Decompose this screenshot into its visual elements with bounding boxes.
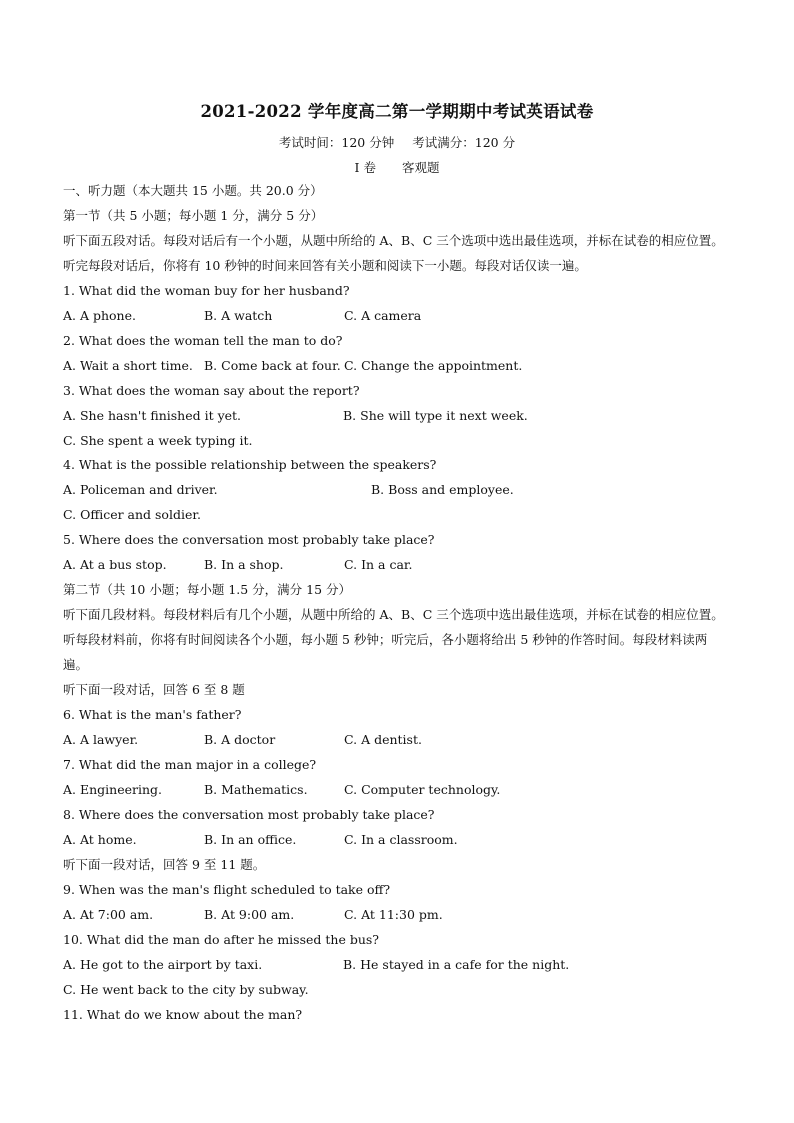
question-10: 10. What did the man do after he missed the bus? [63,932,379,947]
option-b: B. She will type it next week. [343,408,528,423]
option-b: B. Come back at four. [204,358,341,373]
question-5: 5. Where does the conversation most probably take place? [63,532,435,547]
option-a: A. At 7:00 am. [63,907,154,922]
option-a: A. At a bus stop. [63,557,167,572]
question-9: 9. When was the man's flight scheduled to take off? [63,882,391,897]
volume-label: I 卷 [354,160,376,175]
question-4: 4. What is the possible relationship between the speakers? [63,457,437,472]
volume-line [0,158,794,176]
exam-score: 考试满分：120 分 [412,135,516,150]
question-8: 8. Where does the conversation most probably take place? [63,807,435,822]
question-7: 7. What did the man major in a college? [63,757,317,772]
option-c: C. A camera [344,308,422,323]
option-b: B. A watch [204,308,273,323]
exam-time: 考试时间：120 分钟 [278,135,395,150]
option-a: A. A lawyer. [63,732,139,747]
question-1: 1. What did the woman buy for her husband? [63,283,350,298]
option-c: C. Computer technology. [344,782,501,797]
option-a: A. Wait a short time. [63,358,193,373]
option-c: C. In a classroom. [344,832,458,847]
option-b: B. Boss and employee. [371,482,514,497]
part1-instructions: 听下面五段对话。每段对话后有一个小题，从题中所给的 A、B、C 三个选项中选出最佳选项，并标在试卷的相应位置。听完每段对话后，你将有 10 秒钟的时间来回答有关小题和阅读下一小题。每段对话仅读一遍。 [63,233,724,273]
option-c: C. Change the appointment. [344,358,523,373]
dialog-intro-6-8: 听下面一段对话，回答 6 至 8 题 [63,682,245,697]
option-c: C. A dentist. [344,732,422,747]
option-b: B. He stayed in a cafe for the night. [343,957,570,972]
option-a: A. He got to the airport by taxi. [63,957,263,972]
option-c: C. She spent a week typing it. [63,433,253,448]
question-11: 11. What do we know about the man? [63,1007,303,1022]
part2-instructions: 听下面几段材料。每段材料后有几个小题，从题中所给的 A、B、C 三个选项中选出最佳选项，并标在试卷的相应位置。听每段材料前，你将有时间阅读各个小题，每小题 5 秒钟；听完后，各小题将给出 5 秒钟的作答时间。每段材料读两遍。 [63,607,724,672]
option-b: B. A doctor [204,732,276,747]
question-2: 2. What does the woman tell the man to do? [63,333,343,348]
option-b: B. In an office. [204,832,297,847]
option-a: A. Policeman and driver. [63,482,218,497]
option-b: B. In a shop. [204,557,284,572]
option-a: A. She hasn't finished it yet. [63,408,242,423]
option-c: C. At 11:30 pm. [344,907,443,922]
exam-info [0,133,794,151]
dialog-intro-9-11: 听下面一段对话，回答 9 至 11 题。 [63,857,266,872]
section-heading: 一、听力题（本大题共 15 小题。共 20.0 分） [63,183,323,198]
option-b: B. At 9:00 am. [204,907,295,922]
option-a: A. A phone. [63,308,136,323]
option-a: A. Engineering. [63,782,162,797]
option-a: A. At home. [63,832,137,847]
question-3: 3. What does the woman say about the report? [63,383,360,398]
option-c: C. In a car. [344,557,413,572]
option-b: B. Mathematics. [204,782,308,797]
option-c: C. He went back to the city by subway. [63,982,309,997]
option-c: C. Officer and soldier. [63,507,201,522]
part1-heading: 第一节（共 5 小题；每小题 1 分，满分 5 分） [63,208,324,223]
exam-title: 2021-2022 学年度高二第一学期期中考试英语试卷 [200,102,594,121]
part2-heading: 第二节（共 10 小题；每小题 1.5 分，满分 15 分） [63,582,352,597]
question-6: 6. What is the man's father? [63,707,242,722]
volume-type: 客观题 [401,160,440,175]
